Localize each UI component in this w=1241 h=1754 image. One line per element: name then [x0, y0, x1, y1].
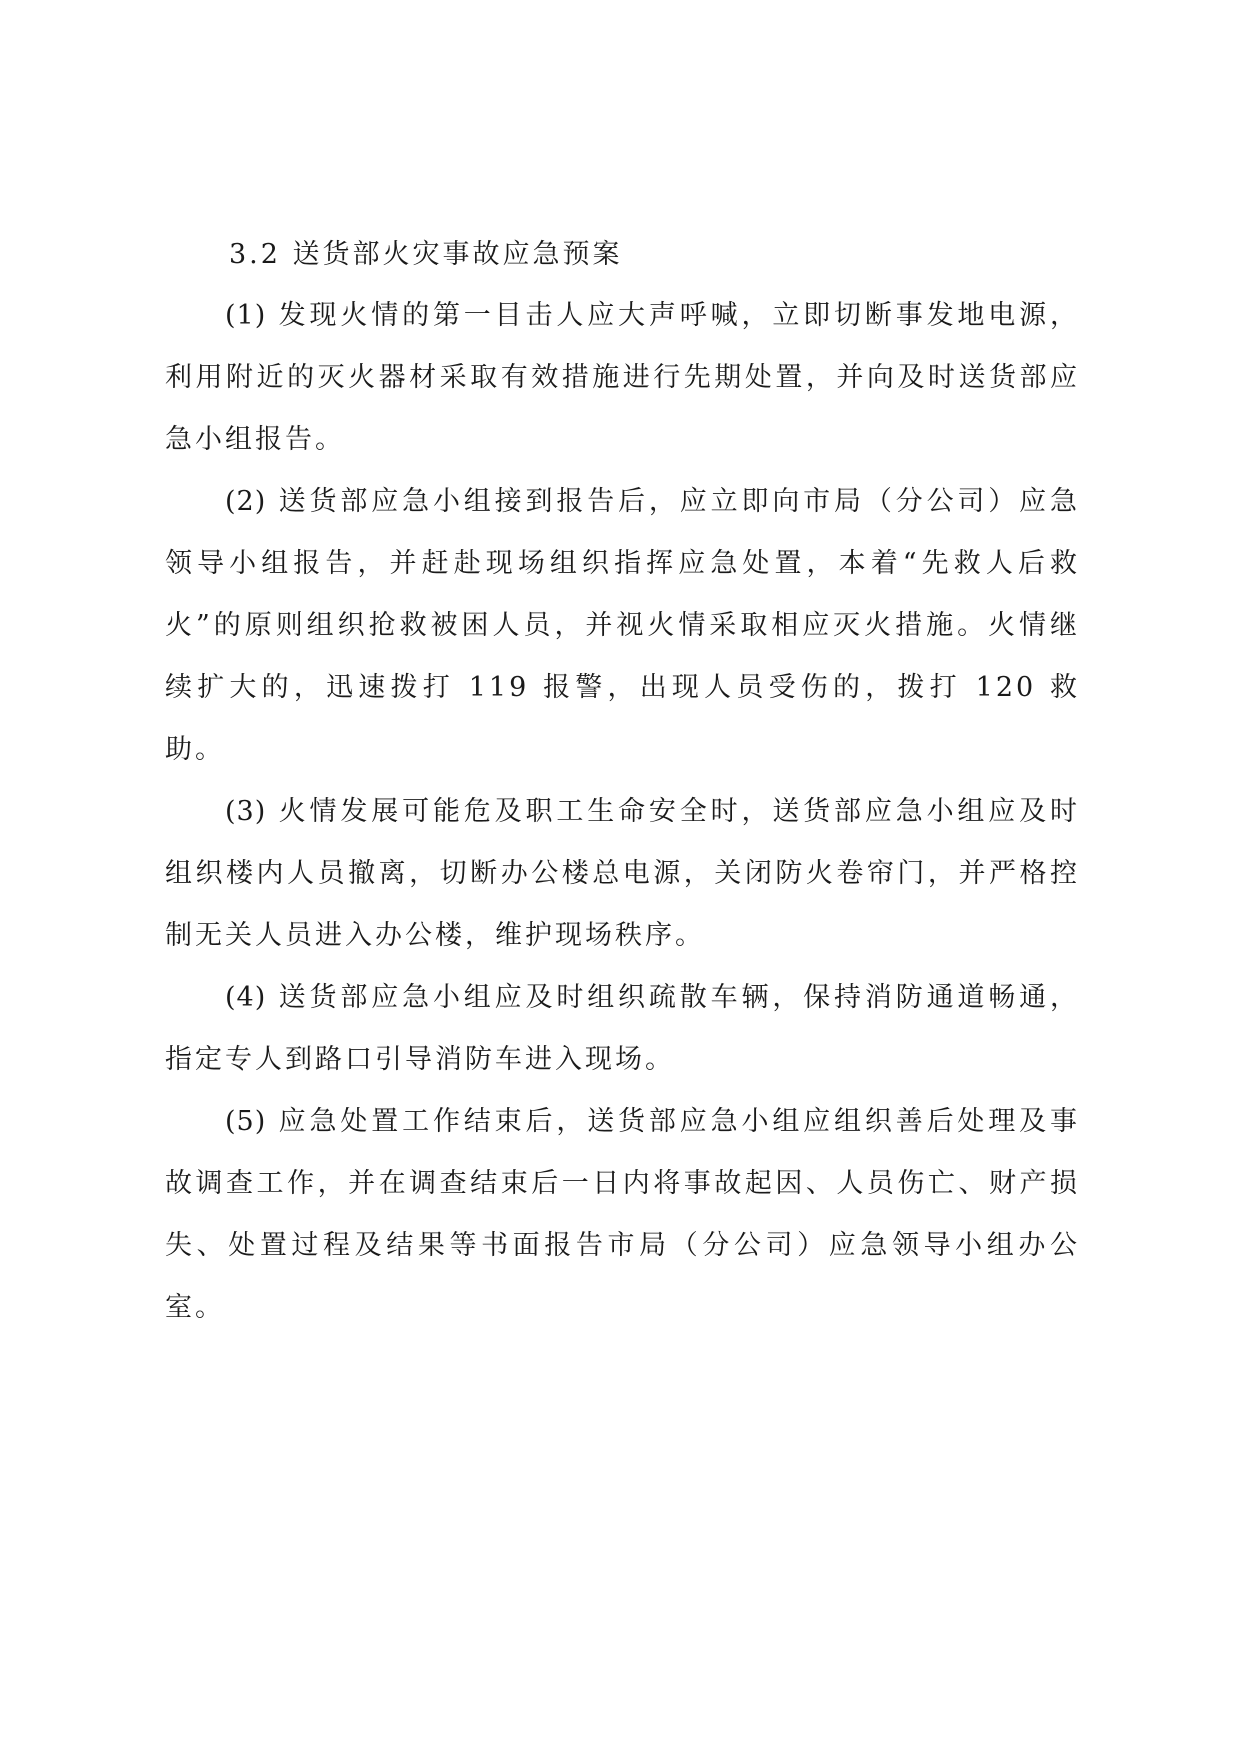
- paragraph-number: (2): [225, 486, 267, 517]
- paragraph-text: 送货部应急小组接到报告后，应立即向市局（分公司）应急领导小组报告，并赶赴现场组织指挥应急处置，本着“先救人后救火”的原则组织抢救被困人员，并视火情采取相应灭火措施。火情继续扩大的，迅速拨打 119 报警，出现人员受伤的，拨打 120 救助。: [165, 486, 1080, 765]
- paragraph-5: [165, 1091, 1080, 1339]
- paragraph-text: 发现火情的第一目击人应大声呼喊，立即切断事发地电源，利用附近的灭火器材采取有效措施进行先期处置，并向及时送货部应急小组报告。: [165, 300, 1080, 455]
- section-heading: 3.2 送货部火灾事故应急预案: [229, 239, 623, 270]
- paragraph-2: [165, 471, 1080, 781]
- paragraph-text: 应急处置工作结束后，送货部应急小组应组织善后处理及事故调查工作，并在调查结束后一日内将事故起因、人员伤亡、财产损失、处置过程及结果等书面报告市局（分公司）应急领导小组办公室。: [165, 1106, 1080, 1323]
- paragraph-text: 火情发展可能危及职工生命安全时，送货部应急小组应及时组织楼内人员撤离，切断办公楼总电源，关闭防火卷帘门，并严格控制无关人员进入办公楼，维护现场秩序。: [165, 796, 1080, 951]
- paragraph-text: 送货部应急小组应及时组织疏散车辆，保持消防通道畅通，指定专人到路口引导消防车进入现场。: [165, 982, 1080, 1075]
- paragraph-1: [165, 285, 1080, 471]
- paragraph-3: [165, 781, 1080, 967]
- paragraph-4: [165, 967, 1080, 1091]
- document-body: [165, 225, 1080, 1339]
- paragraph-number: (1): [225, 300, 267, 331]
- paragraph-number: (3): [225, 796, 267, 827]
- paragraph-number: (5): [225, 1106, 267, 1137]
- paragraph-number: (4): [225, 982, 267, 1013]
